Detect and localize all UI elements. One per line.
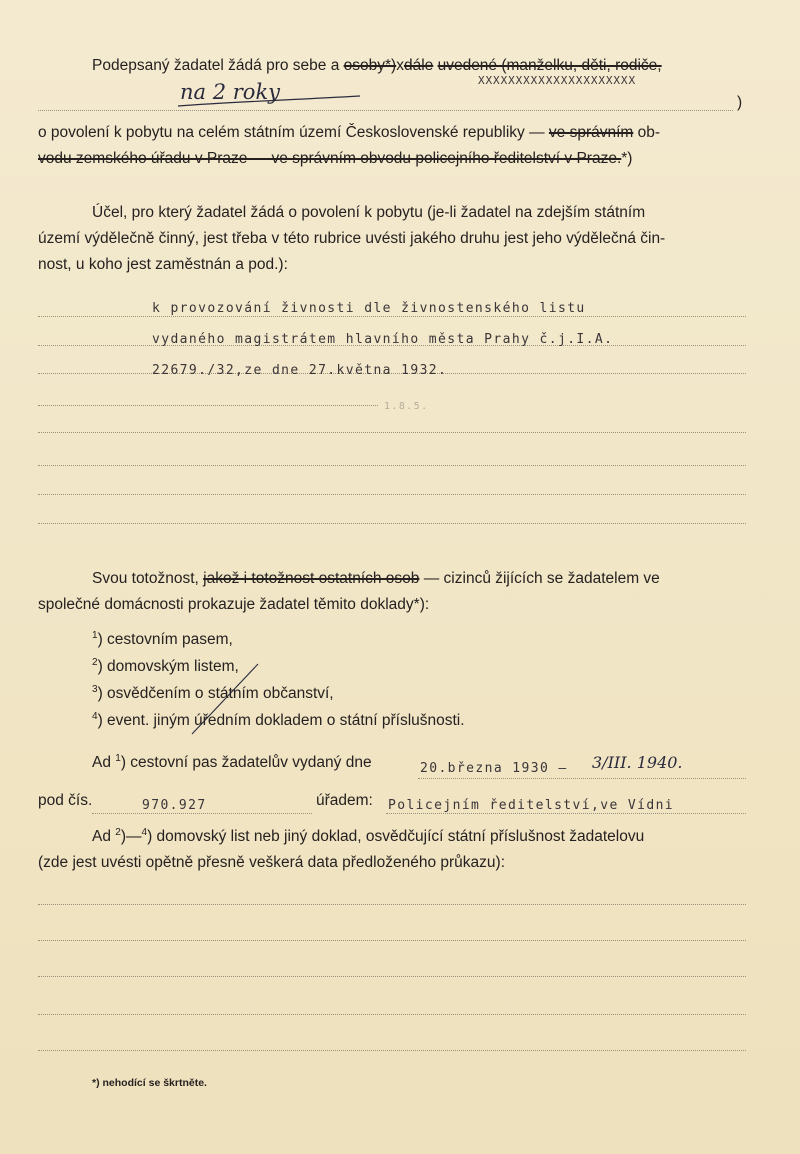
permit-end: ob- bbox=[637, 124, 661, 141]
struck-dale: dále bbox=[403, 57, 434, 74]
ad-dash: )— bbox=[120, 828, 142, 845]
item-text: event. jiným úředním dokladem o státní příslušnosti. bbox=[107, 712, 465, 729]
xxx-strike-row: XXXXXXXXXXXXXXXXXXXXX bbox=[478, 74, 636, 87]
passport-line bbox=[92, 752, 372, 774]
permit-line2 bbox=[38, 148, 632, 170]
x-mark: x bbox=[396, 57, 404, 74]
item-text: osvědčením o státním občanství, bbox=[107, 685, 334, 702]
dotted-line bbox=[386, 813, 746, 814]
other-docs-line2: (zde jest uvésti opětně přesně veškerá data předloženého průkazu): bbox=[38, 854, 506, 871]
dotted-line bbox=[38, 1050, 746, 1051]
passport-issue-date: 20.března 1930 — bbox=[420, 761, 568, 776]
other-docs-line1 bbox=[92, 826, 644, 848]
dotted-line bbox=[38, 940, 746, 941]
item-text: cestovním pasem, bbox=[107, 631, 233, 648]
ad-prefix: Ad bbox=[92, 828, 111, 845]
footnote-marker: *) bbox=[92, 1077, 100, 1089]
dotted-line bbox=[38, 110, 733, 111]
office-label: úřadem: bbox=[316, 792, 373, 809]
identity-start: Svou totožnost, bbox=[92, 570, 199, 587]
dotted-line bbox=[418, 778, 746, 779]
purpose-line3: nost, u koho jest zaměstnán a pod.): bbox=[38, 256, 288, 273]
permit-footnote-marker: *) bbox=[621, 150, 633, 167]
permit-text: o povolení k pobytu na celém státním území Československé republiky — bbox=[38, 124, 545, 141]
ad-prefix: Ad bbox=[92, 754, 111, 771]
ad-number: 4 bbox=[141, 826, 148, 838]
dotted-line bbox=[38, 405, 378, 406]
passport-expiry-handwritten: 3/III. 1940. bbox=[592, 753, 683, 772]
identity-end: — cizinců žijících se žadatelem ve bbox=[423, 570, 660, 587]
item-number: 3 bbox=[92, 683, 98, 695]
dotted-line bbox=[38, 523, 746, 524]
struck-osoby: osoby*) bbox=[343, 57, 397, 74]
dotted-line bbox=[38, 904, 746, 905]
doc-item-3: $^3$) osvědčením o státním občanství, bbox=[92, 683, 334, 702]
dotted-line bbox=[38, 432, 746, 433]
permit-struck-b: vodu zemského úřadu v Praze — ve správním obvodu policejního ředitelství v Praze. bbox=[38, 150, 622, 167]
item-number: 2 bbox=[92, 656, 98, 668]
faint-stamp-mark: 1.8.5. bbox=[384, 401, 429, 412]
permit-struck-a: ve správním bbox=[548, 124, 634, 141]
typed-purpose-3: 22679./32,ze dne 27.května 1932. bbox=[152, 363, 448, 378]
doc-item-4: $^4$) event. jiným úředním dokladem o státní příslušnosti. bbox=[92, 710, 465, 729]
passport-number-label: pod čís. bbox=[38, 792, 93, 809]
office-value: Policejním ředitelství,ve Vídni bbox=[388, 798, 675, 813]
permit-line1 bbox=[38, 122, 660, 144]
close-paren: ) bbox=[737, 94, 743, 111]
doc-item-1: $^1$) cestovním pasem, bbox=[92, 629, 233, 648]
doc-item-2: $^2$) domovským listem, bbox=[92, 656, 239, 675]
purpose-line1: Účel, pro který žadatel žádá o povolení k pobytu (je-li žadatel na zdejším státním bbox=[92, 204, 646, 221]
item-number: 1 bbox=[92, 629, 98, 641]
purpose-line2: území výdělečně činný, jest třeba v této rubrice uvésti jakého druhu jest jeho výdělečná čin- bbox=[38, 230, 666, 247]
ad-number: 1 bbox=[115, 752, 121, 764]
typed-purpose-2: vydaného magistrátem hlavního města Prahy č.j.I.A. bbox=[152, 332, 614, 347]
footnote-text: nehodící se škrtněte. bbox=[102, 1077, 207, 1089]
ad-number: 2 bbox=[115, 826, 121, 838]
dotted-line bbox=[38, 976, 746, 977]
identity-line2: společné domácnosti prokazuje žadatel těmito doklady*): bbox=[38, 596, 430, 613]
item-text: domovským listem, bbox=[107, 658, 239, 675]
identity-line1 bbox=[92, 568, 660, 590]
handwritten-duration: na 2 roky bbox=[180, 80, 281, 104]
other-docs-text: ) domovský list neb jiný doklad, osvědčující státní příslušnost žadatelovu bbox=[147, 828, 645, 845]
dotted-line bbox=[92, 813, 312, 814]
request-prefix: Podepsaný žadatel žádá pro sebe a bbox=[92, 57, 340, 74]
item-number: 4 bbox=[92, 710, 98, 722]
footnote bbox=[92, 1072, 207, 1094]
identity-struck: jakož i totožnost ostatních osob bbox=[203, 570, 420, 587]
dotted-line bbox=[38, 494, 746, 495]
dotted-line bbox=[38, 465, 746, 466]
passport-number-value: 970.927 bbox=[142, 798, 207, 813]
struck-relatives: uvedené (manželku, děti, rodiče, bbox=[437, 57, 662, 74]
diagonal-strike-mark bbox=[180, 660, 280, 740]
dotted-line bbox=[38, 1014, 746, 1015]
typed-purpose-1: k provozování živnosti dle živnostenského listu bbox=[152, 301, 586, 316]
passport-text: ) cestovní pas žadatelův vydaný dne bbox=[120, 754, 372, 771]
handwriting-underline bbox=[170, 82, 370, 112]
